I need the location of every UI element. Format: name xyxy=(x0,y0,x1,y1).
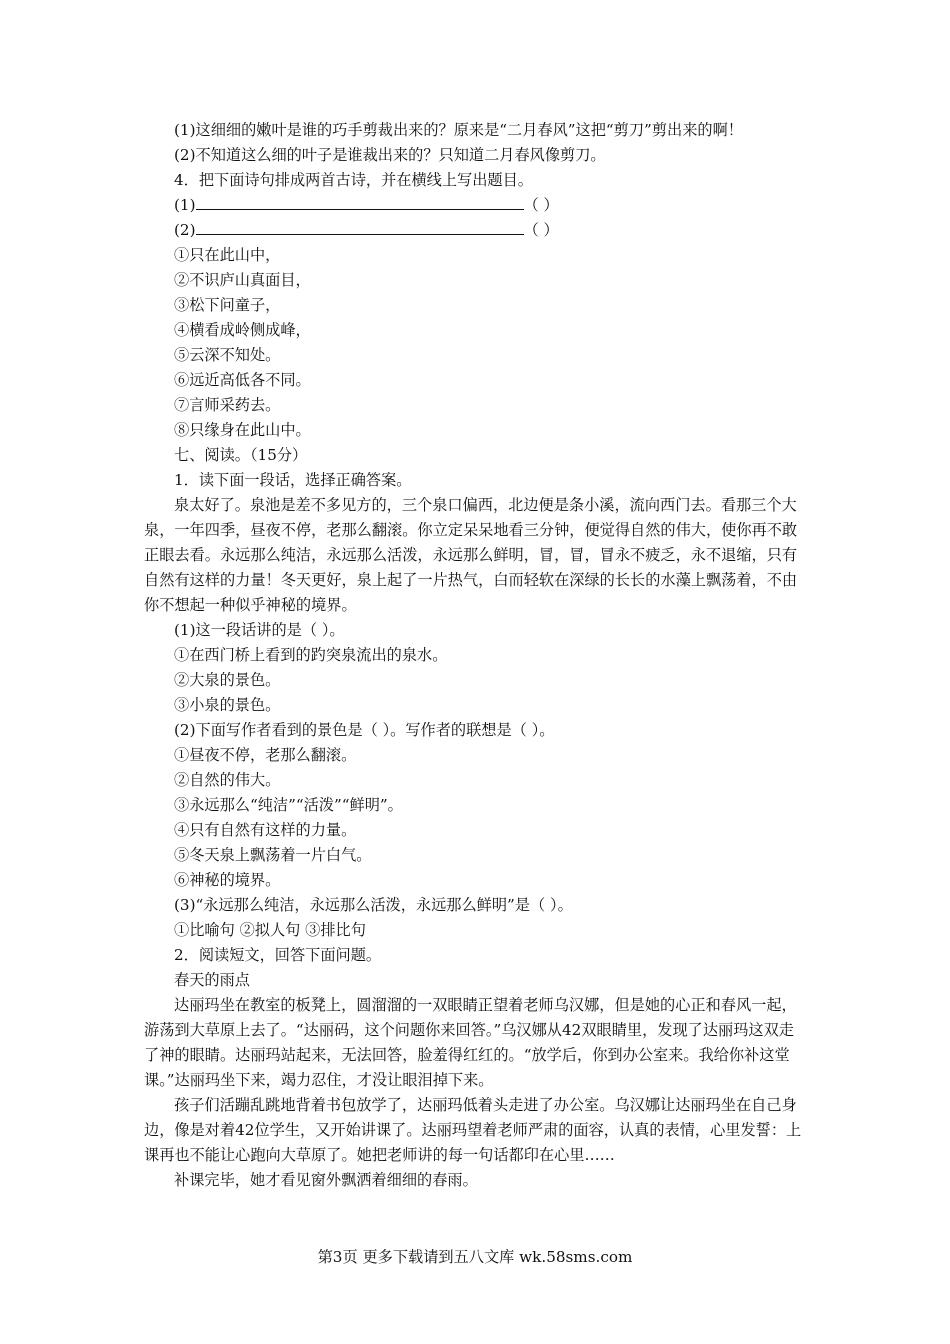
blank-paren: （ ） xyxy=(523,221,559,239)
option-line: ⑤冬天泉上飘荡着一片白气。 xyxy=(174,846,372,864)
option-line: ①昼夜不停，老那么翻滚。 xyxy=(174,746,357,764)
question-line: 2．阅读短文，回答下面问题。 xyxy=(174,946,382,964)
option-line: ⑥神秘的境界。 xyxy=(174,871,281,889)
poem-line: ④横看成岭侧成峰， xyxy=(174,321,311,339)
option-line: ②大泉的景色。 xyxy=(174,671,281,689)
poem-line: ⑥远近高低各不同。 xyxy=(174,371,311,389)
section-heading: 七、阅读。（15分） xyxy=(174,446,308,464)
fill-blank[interactable] xyxy=(196,218,524,235)
question-line: 1．读下面一段话，选择正确答案。 xyxy=(174,471,412,489)
fill-blank[interactable] xyxy=(196,193,524,210)
blank-label: (2) xyxy=(174,221,196,239)
question-line: (3)“永远那么纯洁，永远那么活泼，永远那么鲜明”是（ ）。 xyxy=(174,896,573,914)
poem-line: ⑧只缘身在此山中。 xyxy=(174,421,311,439)
answer-line: (2)不知道这么细的叶子是谁裁出来的？只知道二月春风像剪刀。 xyxy=(174,146,606,164)
poem-line: ①只在此山中， xyxy=(174,246,281,264)
blank-paren: （ ） xyxy=(523,196,559,214)
answer-line: (1)这细细的嫩叶是谁的巧手剪裁出来的？原来是“二月春风”这把“剪刀”剪出来的啊！ xyxy=(174,121,743,139)
option-line: ④只有自然有这样的力量。 xyxy=(174,821,357,839)
page-footer: 第3页 更多下载请到五八文库 wk.58sms.com xyxy=(317,1248,633,1266)
option-line: ③小泉的景色。 xyxy=(174,696,281,714)
poem-line: ③松下问童子， xyxy=(174,296,281,314)
passage-paragraph: 孩子们活蹦乱跳地背着书包放学了，达丽玛低着头走进了办公室。乌汉娜让达丽玛坐在自己身边，像是对着42位学生，又开始讲课了。达丽玛望着老师严肃的面容，认真的表情，心里发誓：上课再也不能让心跑向大草原了。她把老师讲的每一句话都印在心里…… xyxy=(144,1096,802,1164)
option-line: ③永远那么“纯洁”“活泼”“鲜明”。 xyxy=(174,796,403,814)
blank-label: (1) xyxy=(174,196,196,214)
option-line: ①比喻句 ②拟人句 ③排比句 xyxy=(174,921,366,939)
story-title: 春天的雨点 xyxy=(174,971,250,989)
poem-line: ②不识庐山真面目， xyxy=(174,271,311,289)
option-line: ①在西门桥上看到的趵突泉流出的泉水。 xyxy=(174,646,448,664)
passage-paragraph: 泉太好了。泉池是差不多见方的，三个泉口偏西，北边便是条小溪，流向西门去。看那三个大泉，一年四季，昼夜不停，老那么翻滚。你立定呆呆地看三分钟，便觉得自然的伟大，使你再不敢正眼去看。永远那么纯洁，永远那么活泼，永远那么鲜明，冒，冒，冒永不疲乏，永不退缩，只有自然有这样的力量！冬天更好，泉上起了一片热气，白而轻软在深绿的长长的水藻上飘荡着，不由你不想起一种似乎神秘的境界。 xyxy=(144,496,798,614)
question-line: (1)这一段话讲的是（ ）。 xyxy=(174,621,345,639)
poem-line: ⑦言师采药去。 xyxy=(174,396,281,414)
question-line: (2)下面写作者看到的景色是（ ）。写作者的联想是（ ）。 xyxy=(174,721,555,739)
question-line: 4．把下面诗句排成两首古诗，并在横线上写出题目。 xyxy=(174,171,533,189)
blank-line-2 xyxy=(144,218,808,243)
option-line: ②自然的伟大。 xyxy=(174,771,281,789)
passage-paragraph: 达丽玛坐在教室的板凳上，圆溜溜的一双眼睛正望着老师乌汉娜，但是她的心正和春风一起，游荡到大草原上去了。“达丽码，这个问题你来回答。”乌汉娜从42双眼睛里，发现了达丽玛这双走了神的眼睛。达丽玛站起来，无法回答，脸羞得红红的。“放学后，你到办公室来。我给你补这堂课。”达丽玛坐下来，竭力忍住，才没让眼泪掉下来。 xyxy=(144,996,797,1089)
blank-line-1 xyxy=(144,193,808,218)
poem-line: ⑤云深不知处。 xyxy=(174,346,281,364)
passage-paragraph: 补课完毕，她才看见窗外飘洒着细细的春雨。 xyxy=(174,1171,478,1189)
document-page xyxy=(144,118,808,1193)
